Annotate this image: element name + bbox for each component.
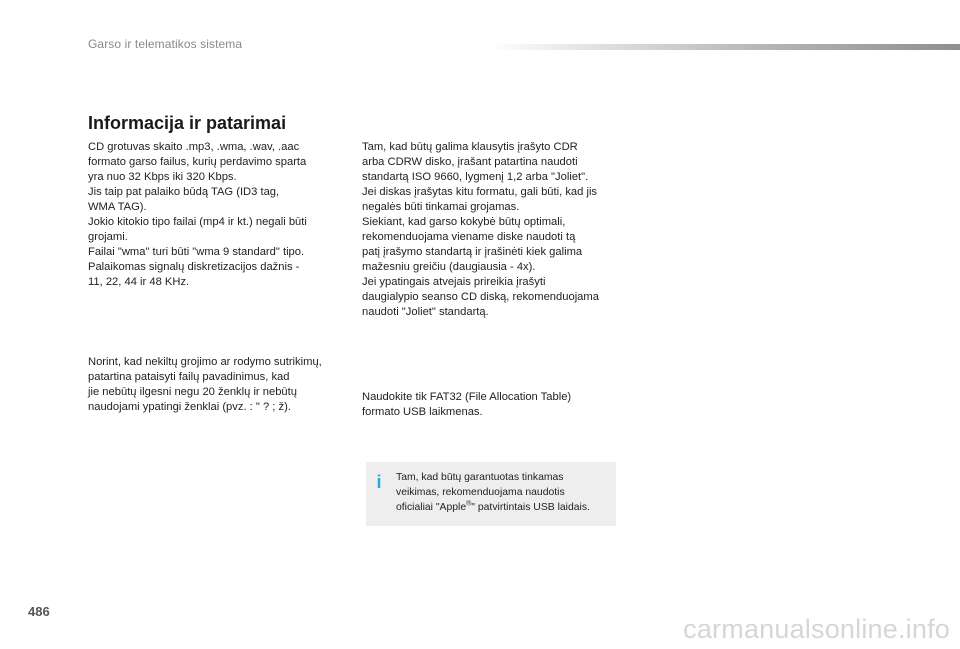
text-line: Siekiant, kad garso kokybė būtų optimali,: [362, 216, 566, 228]
info-note-box: [366, 462, 616, 526]
text-line: arba CDRW disko, įrašant patartina naudoti: [362, 156, 578, 168]
text-line: grojami.: [88, 231, 128, 243]
text-line: Palaikomas signalų diskretizacijos dažnis -: [88, 261, 300, 273]
paragraph-cd-formats: [88, 140, 358, 290]
watermark: carmanualsonline.info: [683, 614, 950, 644]
text-line: naudojami ypatingi ženklai (pvz. : " ? ; ž).: [88, 401, 291, 413]
section-title: Informacija ir patarimai: [88, 113, 287, 133]
text-line: Tam, kad būtų galima klausytis įrašyto CDR: [362, 141, 578, 153]
header-gradient-bar: [488, 44, 960, 50]
text-line: negalės būti tinkamai grojamas.: [362, 201, 520, 213]
text-line: formato garso failus, kurių perdavimo sparta: [88, 156, 307, 168]
paragraph-cd-burning: [362, 140, 624, 320]
text-line: naudoti "Joliet" standartą.: [362, 306, 489, 318]
text-line: standartą ISO 9660, lygmenį 1,2 arba "Joliet".: [362, 171, 589, 183]
page-number: 486: [28, 604, 50, 619]
text-fragment: oficialiai "Apple: [396, 502, 467, 513]
text-line: jie nebūtų ilgesni negu 20 ženklų ir nebūtų: [88, 386, 297, 398]
text-fragment: " patvirtintais USB laidais.: [471, 502, 590, 513]
text-line: Jokio kitokio tipo failai (mp4 ir kt.) negali būti: [88, 216, 307, 228]
text-line: formato USB laikmenas.: [362, 406, 483, 418]
header-title: Garso ir telematikos sistema: [88, 37, 243, 51]
text-line: [396, 500, 614, 515]
text-line: patartina pataisyti failų pavadinimus, kad: [88, 371, 290, 383]
paragraph-usb-format: [362, 390, 624, 420]
text-line: Norint, kad nekiltų grojimo ar rodymo sutrikimų,: [88, 356, 322, 368]
text-line: Failai "wma" turi būti "wma 9 standard" tipo.: [88, 246, 305, 258]
text-line: WMA TAG).: [88, 201, 147, 213]
text-line: Tam, kad būtų garantuotas tinkamas: [396, 472, 564, 483]
text-line: Jei diskas įrašytas kitu formatu, gali būti, kad jis: [362, 186, 598, 198]
info-note-text: [396, 470, 614, 515]
text-line: Naudokite tik FAT32 (File Allocation Table): [362, 391, 572, 403]
text-line: 11, 22, 44 ir 48 KHz.: [88, 276, 190, 288]
text-line: patį įrašymo standartą ir įrašinėti kiek galima: [362, 246, 583, 258]
text-line: mažesniu greičiu (daugiausia - 4x).: [362, 261, 536, 273]
text-line: daugialypio seanso CD diską, rekomenduojama: [362, 291, 599, 303]
text-line: rekomenduojama viename diske naudoti tą: [362, 231, 576, 243]
text-line: CD grotuvas skaito .mp3, .wma, .wav, .aac: [88, 141, 300, 153]
text-line: Jis taip pat palaiko būdą TAG (ID3 tag,: [88, 186, 280, 198]
text-line: veikimas, rekomenduojama naudotis: [396, 487, 565, 498]
paragraph-file-names: [88, 355, 358, 415]
registered-mark: ®: [466, 500, 472, 508]
text-line: Jei ypatingais atvejais prireikia įrašyti: [362, 276, 546, 288]
text-line: yra nuo 32 Kbps iki 320 Kbps.: [88, 171, 237, 183]
info-icon: i: [376, 472, 382, 492]
